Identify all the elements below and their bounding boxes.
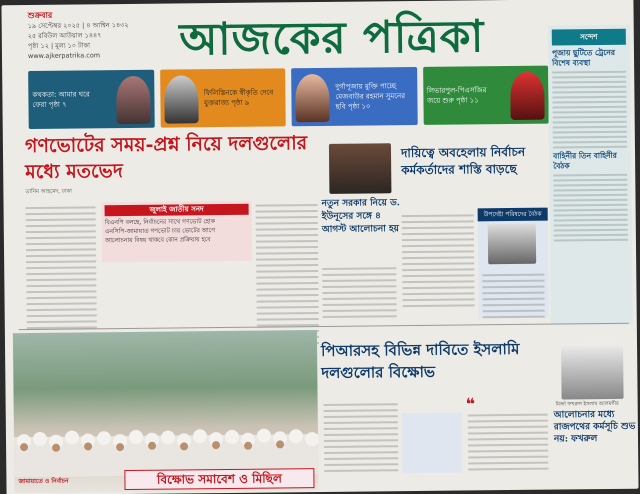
website-url: www.ajkerpatrika.com <box>27 51 101 61</box>
teaser-1 <box>28 70 154 129</box>
charter-item: বিএনপি বলছে, নির্বাচনের সাথে গণভোট হোক <box>104 218 215 227</box>
bottom-story-text-2 <box>468 410 549 475</box>
day-label: শুক্রবার <box>27 10 53 21</box>
bottom-story-text <box>324 399 399 476</box>
side-story-headline: নতুন সরকার নিয়ে ড. ইউনূসের সঙ্গে ৪ আগস্ট আলোচনা হয় <box>321 198 400 235</box>
charter-item: আলোচনায় বিষয় থাকবে কোন প্রক্রিয়ায় হবে <box>104 236 211 245</box>
rally-banner: বিক্ষোভ সমাবেশ ও মিছিল <box>124 468 314 490</box>
teaser-text: ফিলিস্তিনকে স্বীকৃতি দেবে যুক্তরাজ্য পৃষ্ঠা ৯ <box>203 88 274 108</box>
story-3-label: উপদেষ্টা পরিষদের বৈঠক <box>478 208 548 222</box>
fakhrul-portrait <box>561 343 624 400</box>
teaser-3 <box>291 67 417 126</box>
teaser-text: দুর্গাপূজায় মুক্তি পাচ্ছে মেজবাউর রহমান সুমনের ছবি পৃষ্ঠা ১০ <box>335 82 406 111</box>
crowd-illustration <box>14 404 319 477</box>
side-bottom-headline: আলোচনার মধ্যে রাজপথের কর্মসূচি শুভ নয়: ফখরুল <box>553 409 636 445</box>
story-3-text <box>482 270 545 323</box>
portrait-photo <box>295 74 330 122</box>
sidebar-label: সন্দেশ <box>552 29 626 46</box>
newspaper-title: আজকের পত্রিকা <box>179 11 485 66</box>
charter-box <box>102 201 253 263</box>
portrait-photo <box>164 75 199 123</box>
fakhrul-caption: মির্জা ফখরুল ইসলাম আলমগীর <box>555 400 619 408</box>
teaser-strip <box>28 66 549 129</box>
text-lines <box>552 71 627 149</box>
text-lines <box>553 174 628 242</box>
charter-item: এনসিপি-জামায়াত গণভোট চায় ভোটের আগে <box>104 227 216 236</box>
section-divider <box>19 323 629 330</box>
story-2-headline: দায়িত্বে অবহেলায় নির্বাচন কর্মকর্তাদের শাস্তি বাড়ছে <box>400 144 526 178</box>
story-2-text <box>402 210 475 311</box>
newspaper-front-page <box>1 0 638 494</box>
teaser-text: কথকতা: আমার ঘরে ফেরা পৃষ্ঠা ৭ <box>32 90 90 110</box>
teaser-2 <box>160 68 286 127</box>
pages-price: পৃষ্ঠা ১২ | মূল্য ১০ টাকা <box>27 41 91 51</box>
side-story-text <box>322 263 397 322</box>
nahid-portrait <box>329 143 392 194</box>
sidebar-item-2: বাহিনীর তিন বাহিনীর বৈঠক <box>553 150 617 171</box>
main-byline: তানিম আহমেদ, ঢাকা <box>25 188 72 196</box>
hijri-date-line: ২৫ রবিউল আউয়াল ১৪৪৭ <box>27 31 102 41</box>
portrait-photo <box>116 76 151 124</box>
main-headline: গণভোটের সময়-প্রশ্ন নিয়ে দলগুলোর মধ্যে মতভেদ <box>24 132 308 184</box>
banner-left-text: জামায়াতে ও নির্বাচন <box>18 477 69 486</box>
bottom-headline: পিআরসহ বিভিন্ন দাবিতে ইসলামি দলগুলোর বিক্ষোভ <box>320 339 520 382</box>
sidebar-item-1: পূজায় ছুটিতে ট্রেনের বিশেষ ব্যবস্থা <box>551 47 616 68</box>
quote-box <box>402 413 463 474</box>
right-sidebar <box>548 25 633 326</box>
teaser-4 <box>423 66 549 125</box>
portrait-photo <box>510 72 545 120</box>
date-block <box>28 10 149 61</box>
story-3-box <box>478 208 549 319</box>
quote-icon: ❝ <box>465 394 476 414</box>
rally-photo <box>13 330 319 493</box>
charter-box-title: জুলাই জাতীয় সনদ <box>105 204 249 217</box>
date-line: ১৯ সেপ্টেম্বর ২০২৫ | ৪ আশ্বিন ১৪৩২ <box>27 20 129 31</box>
yunus-portrait <box>488 224 536 265</box>
teaser-text: লিভারপুল-পিএসজির জয়ে শুরু পৃষ্ঠা ১১ <box>426 86 487 105</box>
